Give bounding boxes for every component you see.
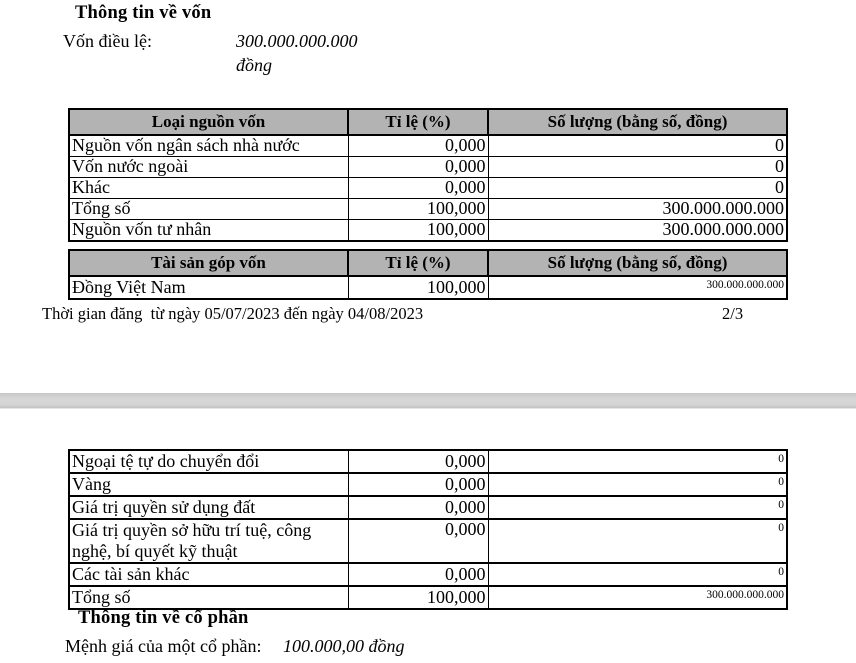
table-row [69, 157, 787, 178]
cell-ratio: 0,000 [348, 496, 488, 519]
charter-capital-value: 300.000.000.000 [236, 31, 358, 51]
cell-label: Nguồn vốn ngân sách nhà nước [69, 135, 348, 157]
cell-label: Nguồn vốn tư nhân [69, 220, 348, 242]
capital-sources-table [68, 108, 788, 242]
cell-ratio: 0,000 [348, 157, 488, 178]
charter-capital-unit: đồng [236, 55, 272, 75]
shares-section-heading: Thông tin về cổ phần [78, 608, 249, 628]
capital-section-heading: Thông tin về vốn [75, 3, 212, 23]
par-value-value: 100.000,00 đồng [283, 636, 405, 656]
header-ratio: Tỉ lệ (%) [348, 109, 488, 135]
cell-label: Tổng số [69, 199, 348, 220]
cell-amount: 0 [488, 135, 787, 157]
cell-ratio: 100,000 [348, 586, 488, 609]
table-row [69, 135, 787, 157]
cell-ratio: 0,000 [348, 178, 488, 199]
cell-label: Tổng số [69, 586, 348, 609]
cell-label: Các tài sản khác [69, 563, 348, 586]
cell-amount: 0 [488, 563, 787, 586]
cell-amount: 0 [488, 473, 787, 496]
table-row [69, 586, 787, 609]
table-row [69, 563, 787, 586]
cell-ratio: 100,000 [348, 199, 488, 220]
cell-label: Ngoại tệ tự do chuyển đổi [69, 450, 348, 473]
table-header-row [69, 109, 787, 135]
cell-amount: 300.000.000.000 [488, 276, 787, 299]
par-value-label: Mệnh giá của một cổ phần: [65, 636, 262, 656]
table-row [69, 178, 787, 199]
cell-ratio: 0,000 [348, 450, 488, 473]
cell-label: Giá trị quyền sử dụng đất [69, 496, 348, 519]
header-asset-type: Tài sản góp vốn [69, 250, 348, 276]
cell-ratio: 100,000 [348, 276, 488, 299]
table-row [69, 450, 787, 473]
page-separator-bar [0, 393, 856, 409]
header-capital-source-type: Loại nguồn vốn [69, 109, 348, 135]
cell-ratio: 0,000 [348, 473, 488, 496]
cell-label: Giá trị quyền sở hữu trí tuệ, công nghệ, bí quyết kỹ thuật [69, 519, 348, 563]
header-amount: Số lượng (bằng số, đồng) [488, 250, 787, 276]
cell-amount: 300.000.000.000 [488, 199, 787, 220]
header-amount: Số lượng (bằng số, đồng) [488, 109, 787, 135]
table-row [69, 519, 787, 563]
cell-label: Vàng [69, 473, 348, 496]
page-number: 2/3 [722, 304, 744, 323]
cell-label: Vốn nước ngoài [69, 157, 348, 178]
table-row [69, 199, 787, 220]
table-row [69, 276, 787, 299]
charter-capital-label: Vốn điều lệ: [63, 31, 152, 51]
cell-amount: 0 [488, 496, 787, 519]
registration-period-text: Thời gian đăng từ ngày 05/07/2023 đến ngày 04/08/2023 [42, 304, 424, 323]
header-ratio: Tỉ lệ (%) [348, 250, 488, 276]
table-row [69, 473, 787, 496]
cell-ratio: 0,000 [348, 563, 488, 586]
cell-amount: 0 [488, 157, 787, 178]
table-header-row [69, 250, 787, 276]
cell-label: Khác [69, 178, 348, 199]
cell-ratio: 100,000 [348, 220, 488, 242]
cell-amount: 0 [488, 519, 787, 563]
cell-amount: 0 [488, 450, 787, 473]
cell-amount: 300.000.000.000 [488, 586, 787, 609]
cell-label: Đồng Việt Nam [69, 276, 348, 299]
table-row [69, 220, 787, 242]
cell-amount: 300.000.000.000 [488, 220, 787, 242]
cell-amount: 0 [488, 178, 787, 199]
table-row [69, 496, 787, 519]
contributed-assets-table-continued [68, 449, 788, 610]
cell-ratio: 0,000 [348, 519, 488, 563]
cell-ratio: 0,000 [348, 135, 488, 157]
contributed-assets-table [68, 249, 788, 300]
